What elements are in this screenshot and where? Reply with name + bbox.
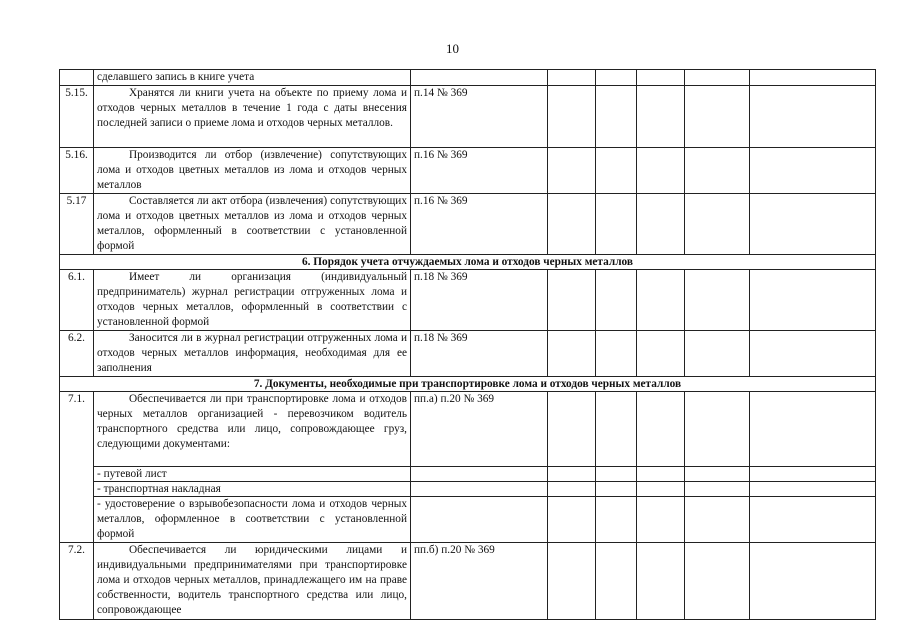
answer-cell (596, 497, 637, 543)
section-header-row (60, 255, 876, 270)
answer-cell (596, 148, 637, 194)
question-text: сделавшего запись в книге учета (94, 70, 411, 86)
table-row (60, 86, 876, 148)
answer-cell (596, 482, 637, 497)
row-number: 5.17 (60, 194, 94, 255)
section-title: 7. Документы, необходимые при транспортировке лома и отходов черных металлов (60, 377, 876, 392)
answer-cell (685, 543, 750, 620)
answer-cell (596, 331, 637, 377)
table-row (60, 194, 876, 255)
answer-cell (596, 70, 637, 86)
note-cell (750, 497, 876, 543)
answer-cell (596, 194, 637, 255)
answer-cell (596, 392, 637, 467)
answer-cell (637, 467, 685, 482)
table-row (60, 543, 876, 620)
legal-reference: п.18 № 369 (411, 331, 548, 377)
note-cell (750, 392, 876, 467)
question-text: Производится ли отбор (извлечение) сопутствующих лома и отходов цветных металлов из лома и отходов черных металлов (94, 148, 411, 194)
legal-reference: п.16 № 369 (411, 148, 548, 194)
note-cell (750, 270, 876, 331)
answer-cell (637, 148, 685, 194)
answer-cell (637, 392, 685, 467)
row-number (60, 70, 94, 86)
table-row (60, 482, 876, 497)
question-text: Обеспечивается ли юридическими лицами и индивидуальными предпринимателями при транспортировке лома и отходов черных металлов, принадлежащего им на праве собственности, водитель транспортного средства или лицо, сопровождающее (94, 543, 411, 620)
row-number: 5.16. (60, 148, 94, 194)
table-row (60, 331, 876, 377)
legal-reference: п.18 № 369 (411, 270, 548, 331)
answer-cell (685, 270, 750, 331)
legal-reference (411, 70, 548, 86)
answer-cell (548, 482, 596, 497)
note-cell (750, 467, 876, 482)
table-row (60, 70, 876, 86)
note-cell (750, 543, 876, 620)
checklist-table (59, 69, 876, 620)
legal-reference (411, 467, 548, 482)
sub-item-text: - путевой лист (94, 467, 411, 482)
answer-cell (685, 482, 750, 497)
answer-cell (596, 270, 637, 331)
row-number: 6.1. (60, 270, 94, 331)
answer-cell (548, 148, 596, 194)
note-cell (750, 148, 876, 194)
section-title: 6. Порядок учета отчуждаемых лома и отходов черных металлов (60, 255, 876, 270)
note-cell (750, 331, 876, 377)
answer-cell (548, 270, 596, 331)
row-number: 6.2. (60, 331, 94, 377)
question-text: Имеет ли организация (индивидуальный предприниматель) журнал регистрации отгруженных лома и отходов черных металлов, оформленный в соответствии с установленной формой (94, 270, 411, 331)
question-text: Заносится ли в журнал регистрации отгруженных лома и отходов черных металлов информация, необходимая для ее заполнения (94, 331, 411, 377)
answer-cell (548, 497, 596, 543)
answer-cell (637, 86, 685, 148)
answer-cell (596, 467, 637, 482)
note-cell (750, 70, 876, 86)
answer-cell (685, 467, 750, 482)
answer-cell (637, 331, 685, 377)
table-row (60, 148, 876, 194)
note-cell (750, 86, 876, 148)
legal-reference: пп.б) п.20 № 369 (411, 543, 548, 620)
answer-cell (685, 70, 750, 86)
answer-cell (548, 70, 596, 86)
answer-cell (548, 331, 596, 377)
answer-cell (637, 70, 685, 86)
legal-reference: пп.а) п.20 № 369 (411, 392, 548, 467)
row-number: 5.15. (60, 86, 94, 148)
table-row (60, 497, 876, 543)
answer-cell (548, 467, 596, 482)
answer-cell (596, 543, 637, 620)
table-row (60, 467, 876, 482)
page-number: 10 (446, 41, 459, 56)
answer-cell (548, 543, 596, 620)
answer-cell (685, 497, 750, 543)
legal-reference (411, 482, 548, 497)
answer-cell (637, 497, 685, 543)
legal-reference (411, 497, 548, 543)
answer-cell (548, 392, 596, 467)
sub-item-text: - удостоверение о взрывобезопасности лома и отходов черных металлов, оформленное в соответствии с установленной формой (94, 497, 411, 543)
answer-cell (637, 482, 685, 497)
answer-cell (685, 86, 750, 148)
row-number: 7.2. (60, 543, 94, 620)
answer-cell (685, 392, 750, 467)
legal-reference: п.14 № 369 (411, 86, 548, 148)
table-row (60, 392, 876, 467)
question-text: Составляется ли акт отбора (извлечения) сопутствующих лома и отходов цветных металлов из лома и отходов черных металлов, оформленный в соответствии с установленной формой (94, 194, 411, 255)
row-number: 7.1. (60, 392, 94, 543)
note-cell (750, 194, 876, 255)
question-text: Хранятся ли книги учета на объекте по приему лома и отходов черных металлов в течение 1 года с даты внесения последней записи о приеме лома и отходов черных металлов. (94, 86, 411, 148)
table-row (60, 270, 876, 331)
answer-cell (685, 194, 750, 255)
answer-cell (685, 148, 750, 194)
answer-cell (637, 543, 685, 620)
answer-cell (637, 270, 685, 331)
legal-reference: п.16 № 369 (411, 194, 548, 255)
note-cell (750, 482, 876, 497)
answer-cell (596, 86, 637, 148)
answer-cell (548, 86, 596, 148)
answer-cell (548, 194, 596, 255)
section-header-row (60, 377, 876, 392)
answer-cell (685, 331, 750, 377)
sub-item-text: - транспортная накладная (94, 482, 411, 497)
answer-cell (637, 194, 685, 255)
question-text: Обеспечивается ли при транспортировке лома и отходов черных металлов организацией - перевозчиком водитель транспортного средства или лицо, сопровождающее груз, следующими документами: (94, 392, 411, 467)
